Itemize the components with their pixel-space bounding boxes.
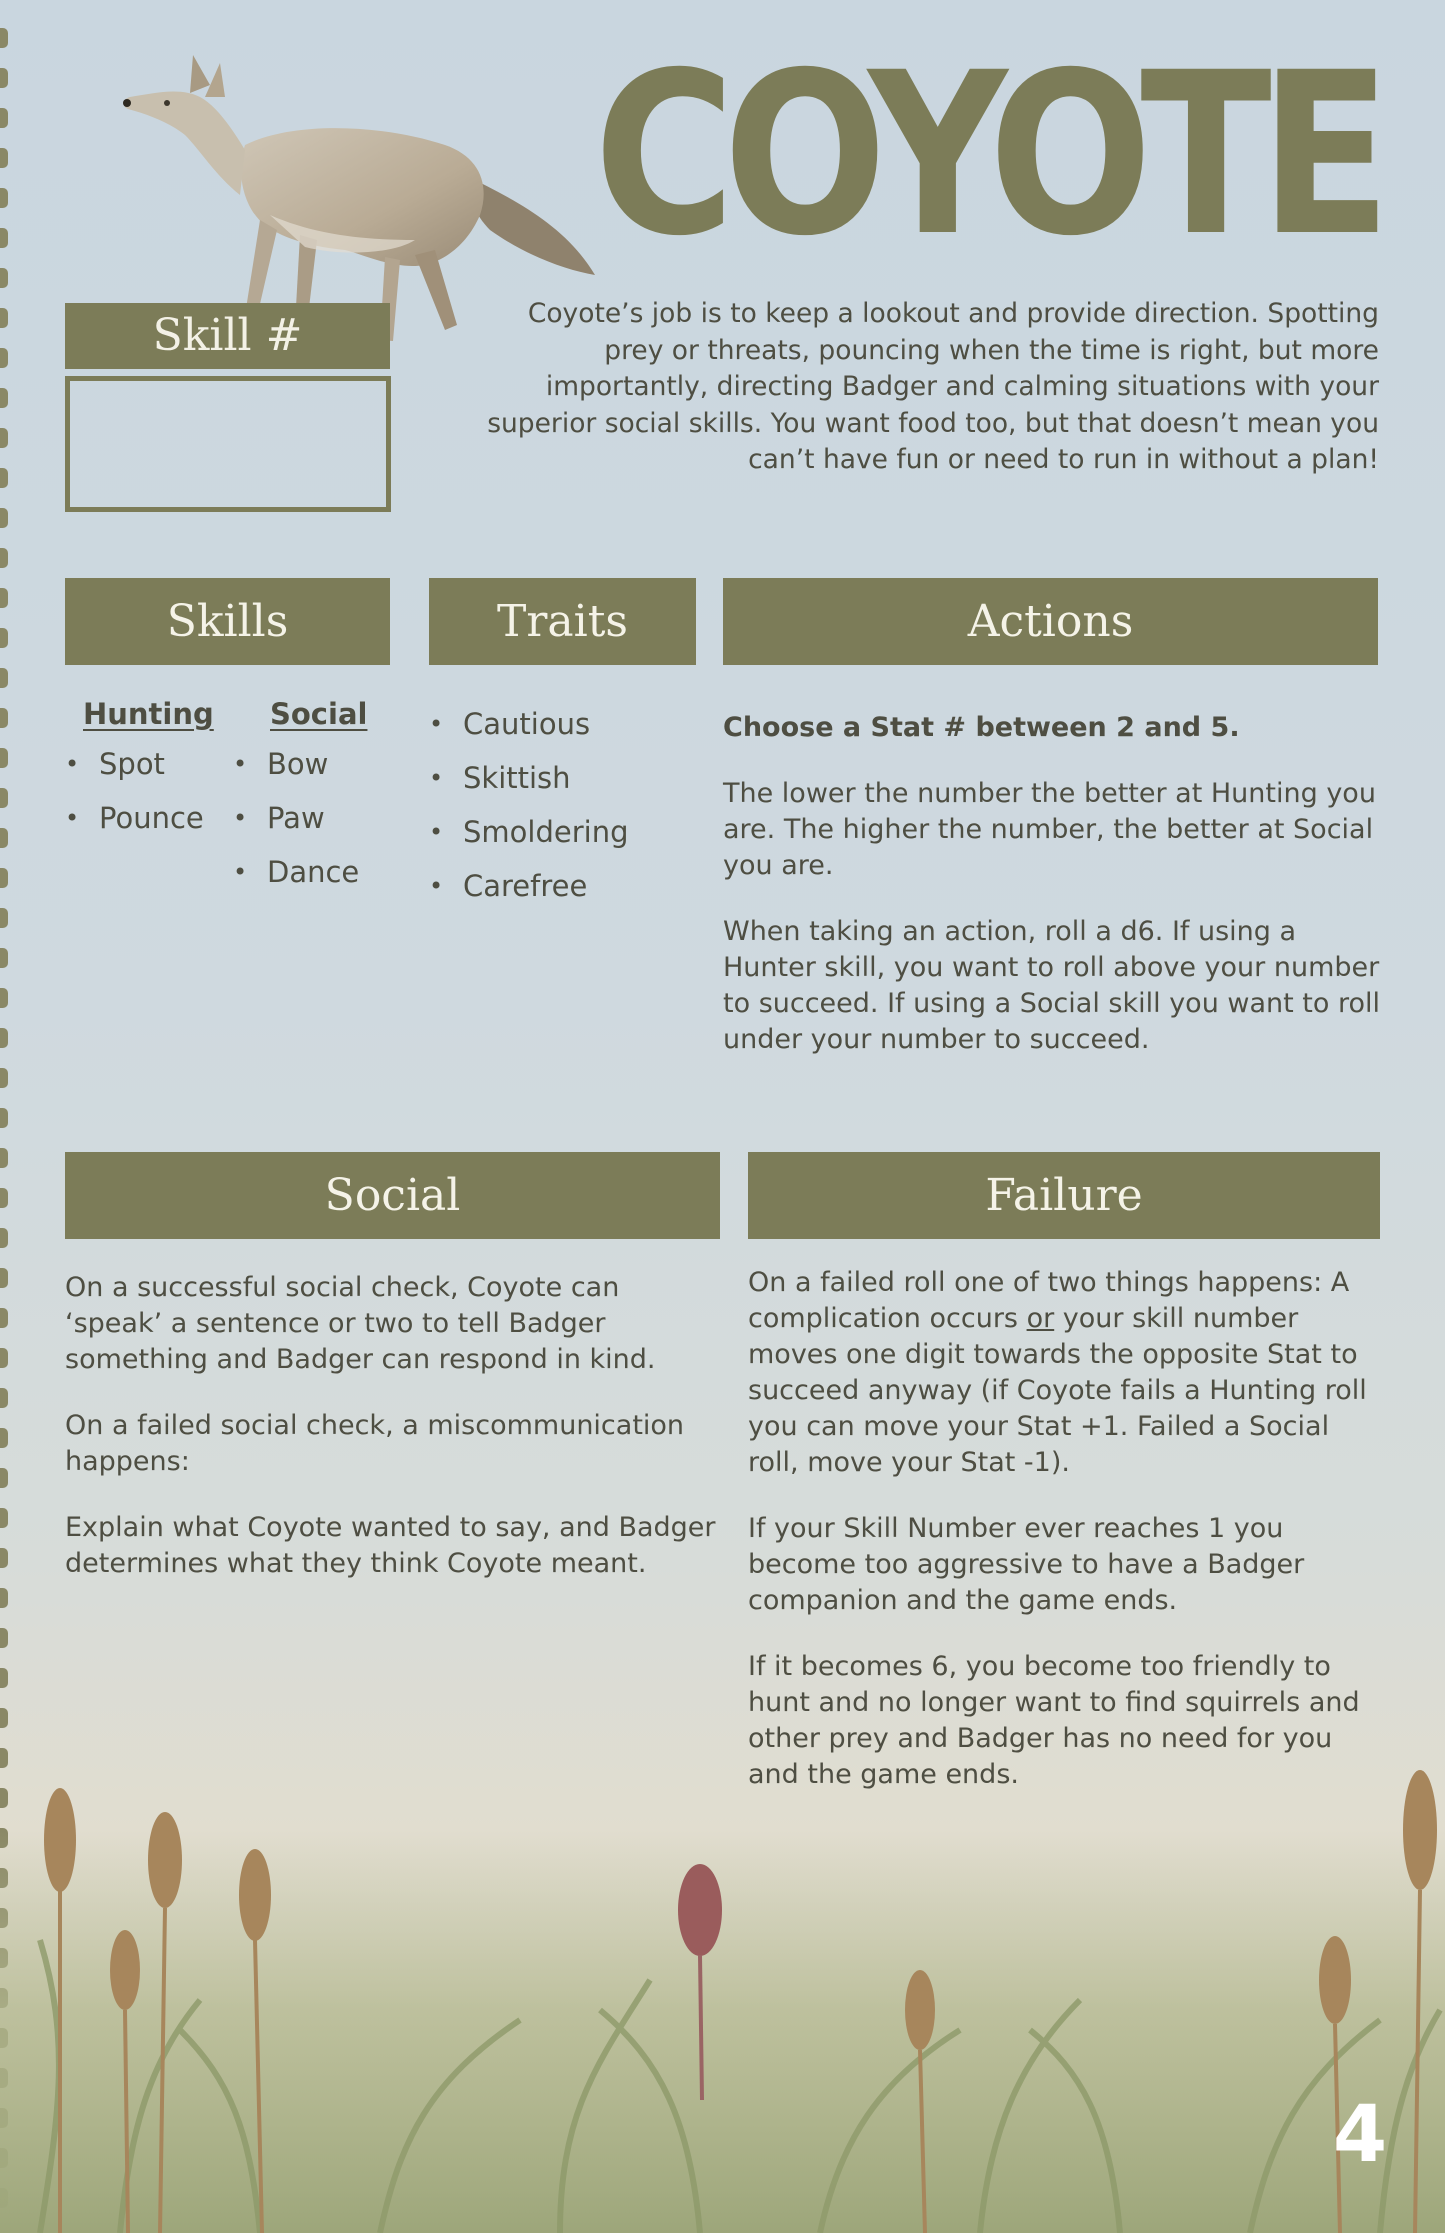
hunting-skill-item: • Pounce [65, 791, 225, 845]
actions-lead: Choose a Stat # between 2 and 5. [723, 712, 1240, 743]
hunting-skill-item: • Spot [65, 737, 225, 791]
binding-hole [0, 1468, 8, 1488]
trait-item: • Carefree [429, 859, 689, 913]
binding-hole [0, 668, 8, 688]
page-title: COYOTE [593, 24, 1379, 285]
binding-hole [0, 1508, 8, 1528]
binding-hole [0, 1628, 8, 1648]
actions-text [723, 710, 1383, 1088]
actions-header: Actions [723, 578, 1378, 665]
failure-header: Failure [748, 1152, 1380, 1239]
binding-hole [0, 708, 8, 728]
hunting-list [65, 737, 225, 845]
binding-hole [0, 1068, 8, 1088]
binding-hole [0, 268, 8, 288]
traits-list [429, 697, 689, 913]
binding-hole [0, 1308, 8, 1328]
social-title: Social [270, 697, 368, 731]
page-number: 4 [1332, 2090, 1388, 2180]
trait-item: • Cautious [429, 697, 689, 751]
binding-hole [0, 148, 8, 168]
binding-hole [0, 908, 8, 928]
social-list [233, 737, 393, 899]
binding-hole [0, 28, 8, 48]
binding-hole [0, 788, 8, 808]
binding-hole [0, 188, 8, 208]
actions-paragraph-2: When taking an action, roll a d6. If using a Hunter skill, you want to roll above your number to succeed. If using a Social skill you want to roll under your number to succeed. [723, 916, 1381, 1055]
binding-hole [0, 1228, 8, 1248]
binding-hole [0, 228, 8, 248]
failure-p1-start: On a failed roll one of two things happens: A complication occurs [748, 1267, 1350, 1334]
social-paragraph-3: Explain what Coyote wanted to say, and Badger determines what they think Coyote meant. [65, 1512, 716, 1579]
binding-hole [0, 508, 8, 528]
binding-hole [0, 1268, 8, 1288]
binding-hole [0, 1028, 8, 1048]
binding-hole [0, 1148, 8, 1168]
binding-hole [0, 828, 8, 848]
hunting-title: Hunting [83, 697, 214, 731]
failure-paragraph-2: If your Skill Number ever reaches 1 you become too aggressive to have a Badger companion and the game ends. [748, 1513, 1305, 1616]
grass-illustration [0, 1680, 1445, 2233]
traits-header: Traits [429, 578, 696, 665]
social-skill-item: • Dance [233, 845, 393, 899]
binding-hole [0, 548, 8, 568]
binding-hole [0, 308, 8, 328]
binding-hole [0, 1428, 8, 1448]
failure-p1-end: your skill number moves one digit towards the opposite Stat to succeed anyway (if Coyote fails a Hunting roll you can move your Stat +1. Failed a Social roll, move your Stat -1). [748, 1303, 1367, 1478]
binding-hole [0, 948, 8, 968]
trait-item: • Smoldering [429, 805, 689, 859]
social-skill-item: • Bow [233, 737, 393, 791]
traits-column [429, 697, 689, 913]
intro-text: Coyote’s job is to keep a lookout and provide direction. Spotting prey or threats, pouncing when the time is right, but more importantly, directing Badger and calming situations with your superior social skills. You want food too, but that doesn’t mean you can’t have fun or need to run in without a plan! [487, 298, 1379, 475]
binding-hole [0, 468, 8, 488]
binding-hole [0, 1588, 8, 1608]
skills-header: Skills [65, 578, 390, 665]
binding-hole [0, 628, 8, 648]
failure-paragraph-3: If it becomes 6, you become too friendly to hunt and no longer want to find squirrels and other prey and Badger has no need for you and the game ends. [748, 1651, 1360, 1790]
social-header: Social [65, 1152, 720, 1239]
skill-number-box [65, 376, 391, 512]
social-paragraph-1: On a successful social check, Coyote can ‘speak’ a sentence or two to tell Badger something and Badger can respond in kind. [65, 1272, 656, 1375]
trait-item: • Skittish [429, 751, 689, 805]
binding-hole [0, 1548, 8, 1568]
binding-hole [0, 428, 8, 448]
social-skill-item: • Paw [233, 791, 393, 845]
binding-hole [0, 1108, 8, 1128]
skill-number-label: Skill # [65, 303, 390, 369]
social-skills [233, 697, 393, 899]
binding-hole [0, 1348, 8, 1368]
binding-hole [0, 388, 8, 408]
binding-hole [0, 588, 8, 608]
binding-hole [0, 748, 8, 768]
social-text [65, 1270, 725, 1612]
binding-hole [0, 1388, 8, 1408]
failure-p1-or: or [1026, 1303, 1055, 1334]
binding-hole [0, 68, 8, 88]
binding-hole [0, 1188, 8, 1208]
binding-hole [0, 988, 8, 1008]
binding-hole [0, 868, 8, 888]
binding-hole [0, 348, 8, 368]
hunting-skills [65, 697, 225, 845]
social-paragraph-2: On a failed social check, a miscommunication happens: [65, 1410, 685, 1477]
binding-hole [0, 108, 8, 128]
failure-paragraph-1 [748, 1265, 1388, 1481]
actions-paragraph-1: The lower the number the better at Hunting you are. The higher the number, the better at Social you are. [723, 778, 1376, 881]
